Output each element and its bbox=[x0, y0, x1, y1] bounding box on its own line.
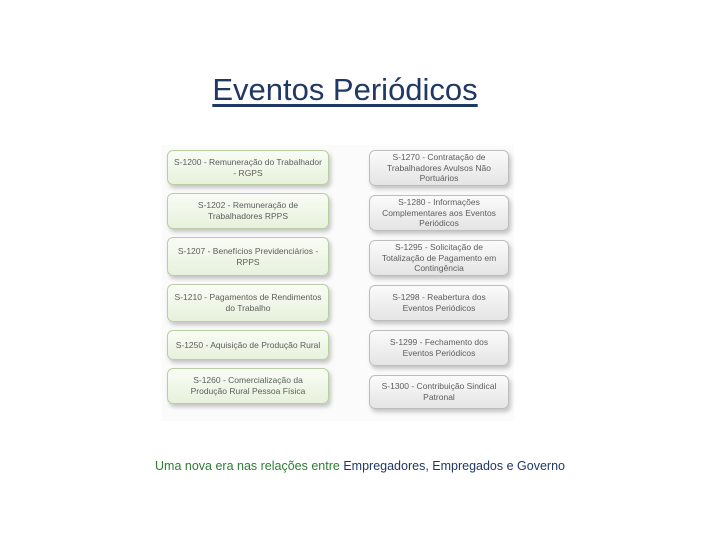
event-box-s1298: S-1298 - Reabertura dos Eventos Periódicos bbox=[369, 285, 509, 321]
right-event-column bbox=[369, 150, 509, 418]
left-event-column bbox=[167, 150, 329, 412]
event-box-s1280: S-1280 - Informações Complementares aos Eventos Periódicos bbox=[369, 195, 509, 231]
event-box-s1250: S-1250 - Aquisição de Produção Rural bbox=[167, 330, 329, 360]
event-box-s1270: S-1270 - Contratação de Trabalhadores Avulsos Não Portuários bbox=[369, 150, 509, 186]
event-box-s1300: S-1300 - Contribuição Sindical Patronal bbox=[369, 375, 509, 409]
footer-tagline-part1: Uma nova era nas relações entre bbox=[155, 459, 340, 473]
event-box-s1295: S-1295 - Solicitação de Totalização de Pagamento em Contingência bbox=[369, 240, 509, 276]
page-title-text: Eventos Periódicos bbox=[212, 72, 478, 107]
event-box-s1200: S-1200 - Remuneração do Trabalhador - RGPS bbox=[167, 150, 329, 185]
footer-tagline bbox=[0, 459, 720, 473]
event-box-s1299: S-1299 - Fechamento dos Eventos Periódicos bbox=[369, 330, 509, 366]
page-title bbox=[0, 72, 720, 108]
event-box-s1260: S-1260 - Comercialização da Produção Rural Pessoa Física bbox=[167, 368, 329, 404]
event-box-s1207: S-1207 - Benefícios Previdenciários - RPPS bbox=[167, 237, 329, 276]
event-box-s1202: S-1202 - Remuneração de Trabalhadores RPPS bbox=[167, 193, 329, 229]
footer-tagline-part2: Empregadores, Empregados e Governo bbox=[343, 459, 565, 473]
event-box-s1210: S-1210 - Pagamentos de Rendimentos do Trabalho bbox=[167, 284, 329, 322]
